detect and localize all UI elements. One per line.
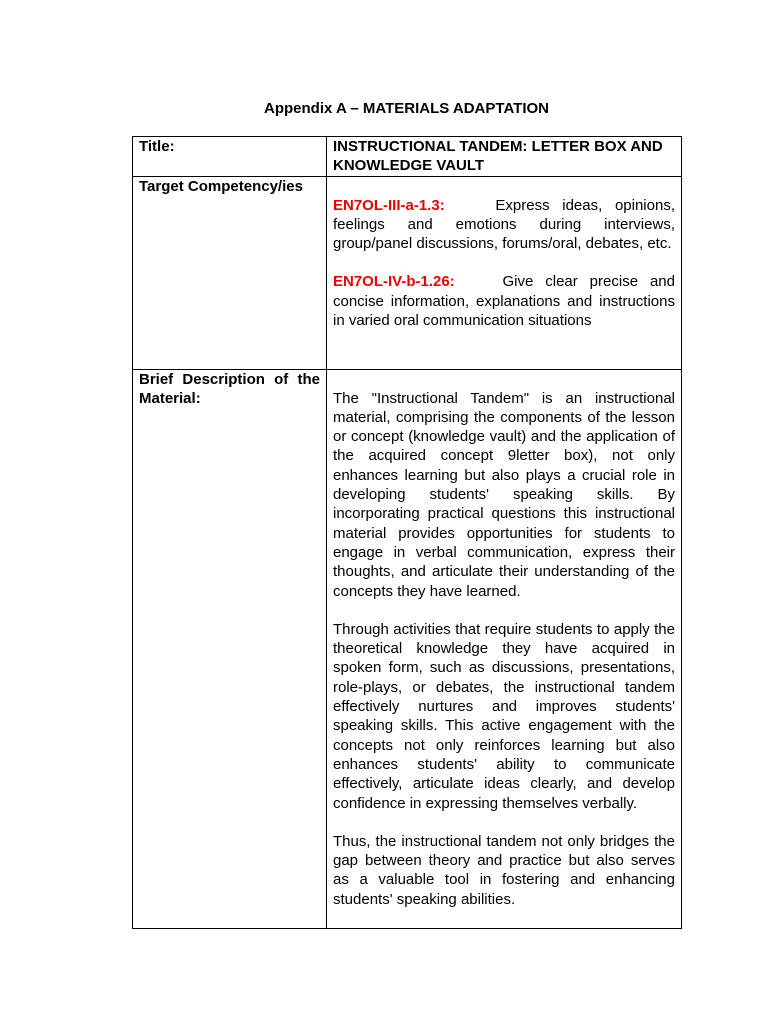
description-paragraph: The "Instructional Tandem" is an instructional material, comprising the components of the lesson or concept (knowledge vault) and the application of the acquired concept 9letter box), not only enhances learning but also plays a crucial role in developing students' speaking skills. By incorporating practical questions this instructional material provides opportunities for students to engage in verbal communication, express their thoughts, and articulate their understanding of the concepts they have learned. (333, 389, 675, 600)
competency-item (333, 272, 675, 330)
title-label: Title: (133, 137, 327, 177)
description-label-text: Brief Description of the Material: (139, 370, 320, 407)
materials-adaptation-table (132, 136, 682, 929)
competency-label: Target Competency/ies (133, 176, 327, 369)
title-value: INSTRUCTIONAL TANDEM: LETTER BOX AND KNOWLEDGE VAULT (327, 137, 682, 177)
competency-code: EN7OL-III-a-1.3: (333, 196, 445, 214)
table-row-title (133, 137, 682, 177)
table-row-competency (133, 176, 682, 369)
competency-cell (327, 176, 682, 369)
spacer (333, 909, 675, 928)
competency-text: Give clear precise and concise information, explanations and instructions in varied oral communication situations (333, 273, 675, 330)
description-label (133, 369, 327, 928)
competency-item (333, 196, 675, 254)
competency-code: EN7OL-IV-b-1.26: (333, 273, 455, 291)
description-paragraph: Through activities that require students to apply the theoretical knowledge they have acquired in spoken form, such as discussions, presentations, role-plays, or debates, the instructional tandem effectively nurtures and improves students' speaking skills. This active engagement with the concepts not only reinforces learning but also enhances students' ability to communicate effectively, articulate ideas clearly, and develop confidence in expressing themselves verbally. (333, 620, 675, 812)
document-heading: Appendix A – MATERIALS ADAPTATION (264, 100, 549, 117)
spacer (333, 177, 675, 196)
spacer (333, 253, 675, 272)
spacer (333, 813, 675, 832)
competency-text: Express ideas, opinions, feelings and emotions during interviews, group/panel discussions, forums/oral, debates, etc. (333, 196, 675, 253)
table-row-description (133, 369, 682, 928)
spacer (333, 370, 675, 389)
spacer (333, 601, 675, 620)
description-paragraph: Thus, the instructional tandem not only bridges the gap between theory and practice but also serves as a valuable tool in fostering and enhancing students' speaking abilities. (333, 832, 675, 908)
description-cell (327, 369, 682, 928)
